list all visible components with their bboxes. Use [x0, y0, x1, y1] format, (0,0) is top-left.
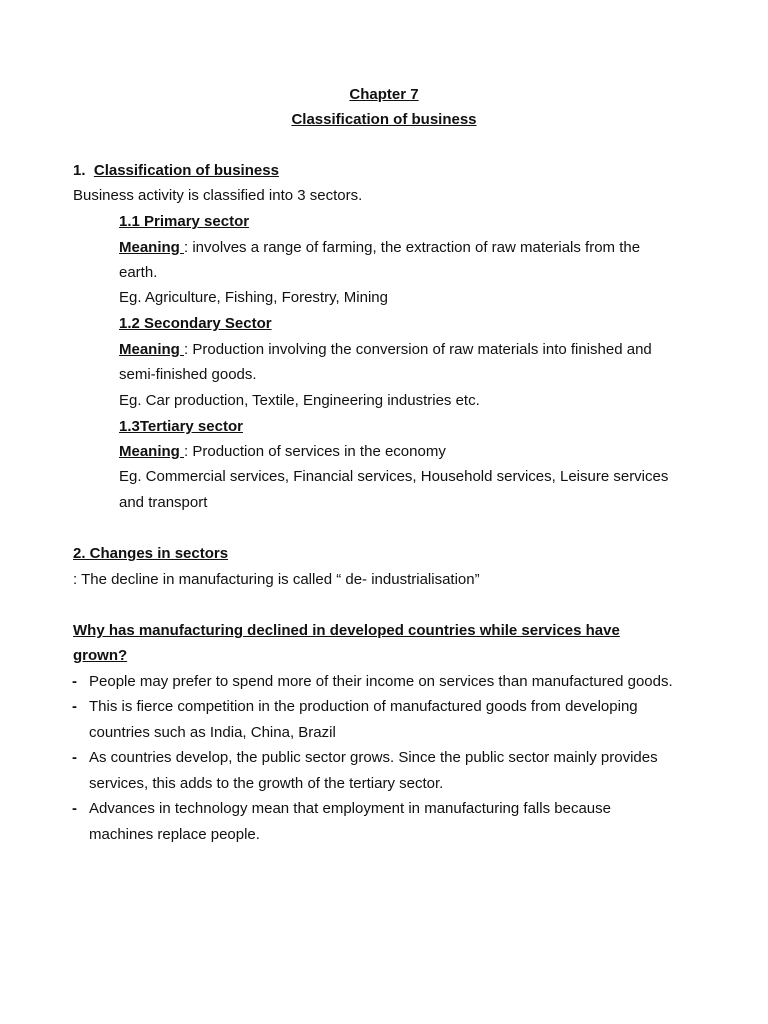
bullet-item-4-cont: machines replace people. [89, 826, 260, 843]
bullet-item-3: As countries develop, the public sector grows. Since the public sector mainly provides [89, 749, 658, 766]
bullet-marker: - [72, 698, 77, 715]
primary-sector-example: Eg. Agriculture, Fishing, Forestry, Mining [119, 289, 388, 306]
bullet-item-1: People may prefer to spend more of their income on services than manufactured goods. [89, 673, 673, 690]
meaning-label: Meaning [119, 443, 185, 460]
question-heading-cont: grown? [73, 647, 128, 664]
question-heading: Why has manufacturing declined in developed countries while services have [73, 622, 620, 639]
tertiary-sector-example-cont: and transport [119, 494, 208, 511]
bullet-marker: - [72, 673, 77, 690]
secondary-sector-example: Eg. Car production, Textile, Engineering industries etc. [119, 392, 480, 409]
primary-sector-heading: 1.1 Primary sector [119, 213, 250, 230]
tertiary-sector-example: Eg. Commercial services, Financial services, Household services, Leisure services [119, 468, 669, 485]
section1-intro: Business activity is classified into 3 sectors. [73, 187, 363, 204]
meaning-text: : Production involving the conversion of raw materials into finished and [184, 341, 652, 358]
tertiary-sector-meaning [119, 443, 446, 461]
meaning-label: Meaning [119, 341, 185, 358]
secondary-sector-meaning [119, 341, 652, 359]
meaning-label: Meaning [119, 239, 185, 256]
section2-text: : The decline in manufacturing is called “ de- industrialisation” [73, 571, 480, 588]
meaning-text: : Production of services in the economy [184, 443, 446, 460]
bullet-item-2-cont: countries such as India, China, Brazil [89, 724, 336, 741]
bullet-marker: - [72, 749, 77, 766]
bullet-item-2: This is fierce competition in the production of manufactured goods from developing [89, 698, 638, 715]
chapter-title: Chapter 7 [349, 86, 419, 103]
secondary-sector-meaning-cont: semi-finished goods. [119, 366, 257, 383]
secondary-sector-heading: 1.2 Secondary Sector [119, 315, 272, 332]
section1-title: Classification of business [93, 162, 279, 179]
document-title: Classification of business [291, 111, 477, 128]
tertiary-sector-heading: 1.3Tertiary sector [119, 418, 243, 435]
bullet-item-3-cont: services, this adds to the growth of the tertiary sector. [89, 775, 444, 792]
primary-sector-meaning-cont: earth. [119, 264, 158, 281]
section1-number: 1. [73, 162, 86, 179]
primary-sector-meaning [119, 239, 640, 257]
section2-heading: 2. Changes in sectors [73, 545, 229, 562]
bullet-marker: - [72, 800, 77, 817]
meaning-text: : involves a range of farming, the extraction of raw materials from the [184, 239, 641, 256]
section1-heading [73, 162, 279, 180]
bullet-item-4: Advances in technology mean that employment in manufacturing falls because [89, 800, 611, 817]
